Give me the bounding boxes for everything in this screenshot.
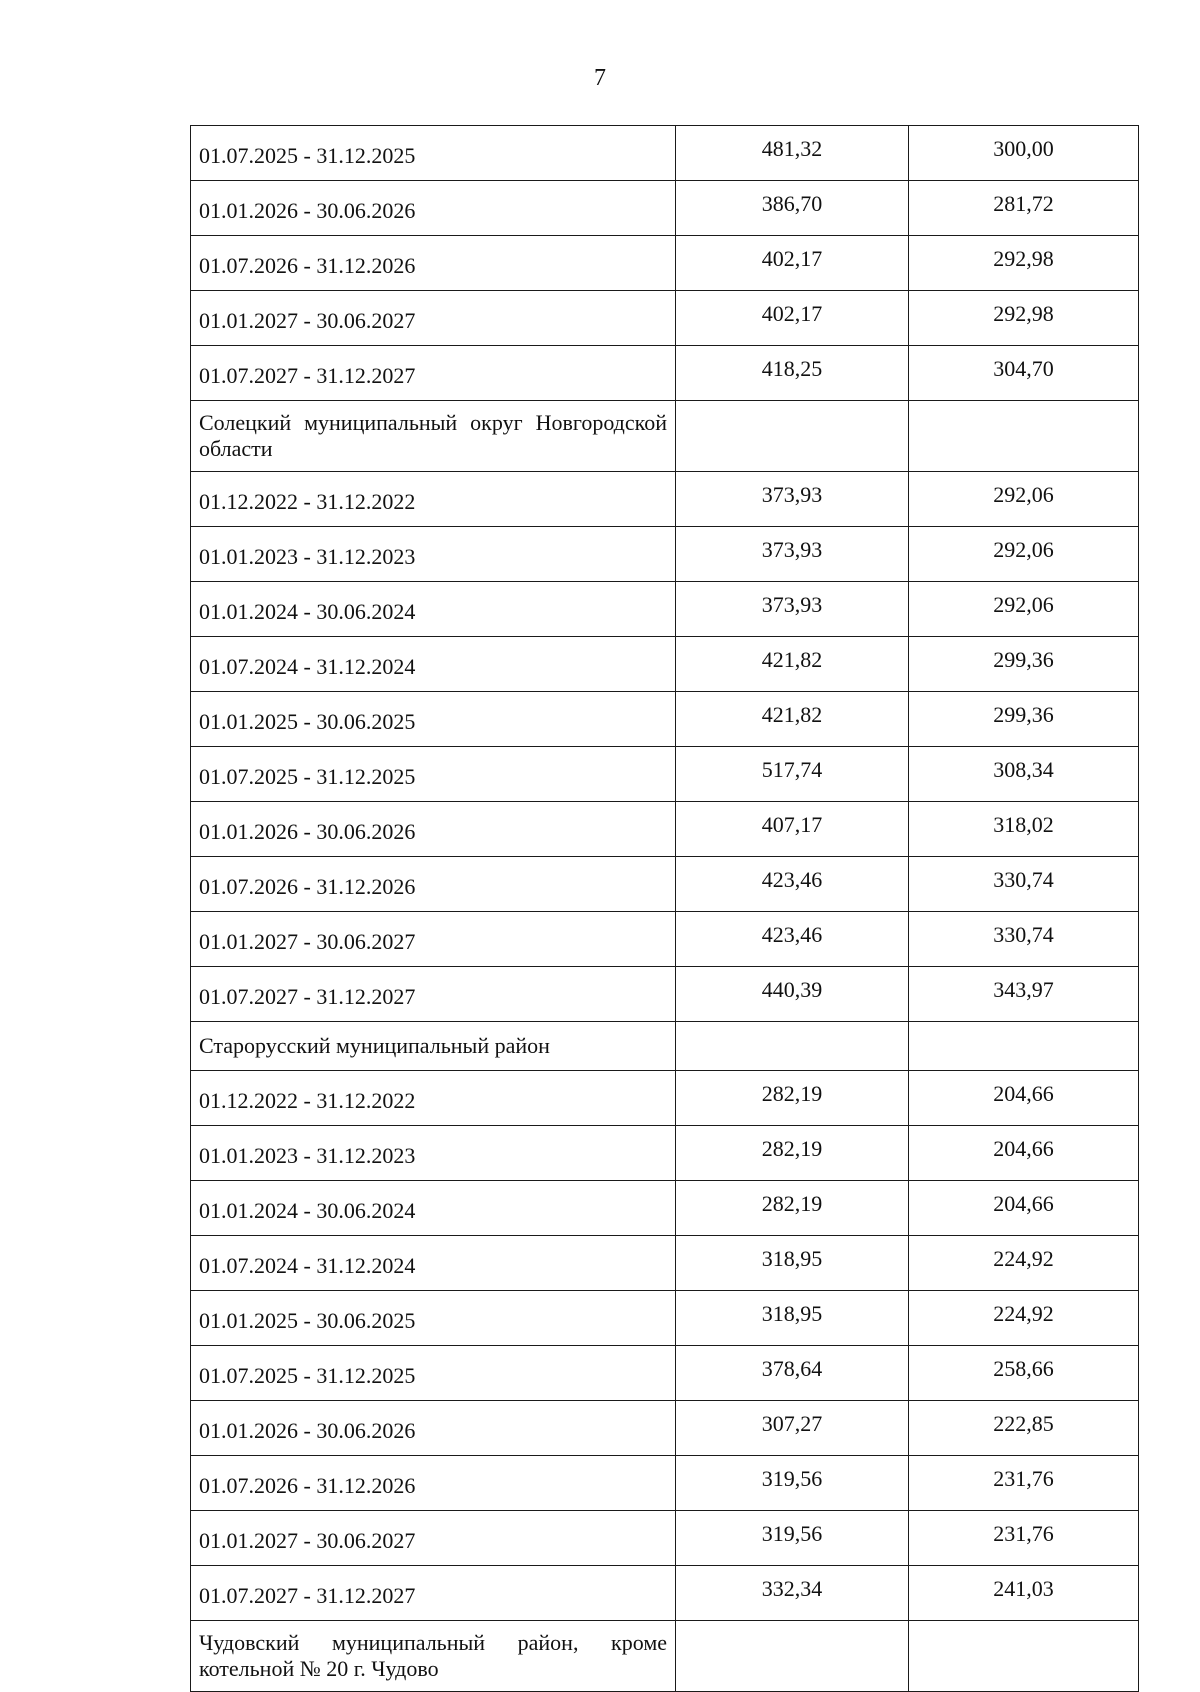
period-cell: 01.01.2026 - 30.06.2026 <box>191 802 676 857</box>
value-cell-2: 204,66 <box>909 1181 1139 1236</box>
table-row <box>191 637 1139 692</box>
table-row <box>191 857 1139 912</box>
table-row <box>191 1126 1139 1181</box>
period-cell: 01.01.2024 - 30.06.2024 <box>191 582 676 637</box>
value-cell-1: 318,95 <box>676 1291 909 1346</box>
value-cell-2: 299,36 <box>909 692 1139 747</box>
value-cell-2: 292,06 <box>909 472 1139 527</box>
value-cell-1: 386,70 <box>676 181 909 236</box>
value-cell-2: 281,72 <box>909 181 1139 236</box>
period-cell: 01.07.2026 - 31.12.2026 <box>191 236 676 291</box>
value-cell-2: 330,74 <box>909 857 1139 912</box>
empty-cell <box>676 1621 909 1692</box>
value-cell-1: 282,19 <box>676 1181 909 1236</box>
period-cell: 01.07.2025 - 31.12.2025 <box>191 1346 676 1401</box>
value-cell-1: 373,93 <box>676 527 909 582</box>
value-cell-1: 423,46 <box>676 857 909 912</box>
value-cell-1: 318,95 <box>676 1236 909 1291</box>
table-row <box>191 126 1139 181</box>
table-row <box>191 181 1139 236</box>
value-cell-2: 204,66 <box>909 1071 1139 1126</box>
value-cell-1: 373,93 <box>676 472 909 527</box>
value-cell-2: 292,06 <box>909 527 1139 582</box>
value-cell-2: 308,34 <box>909 747 1139 802</box>
period-cell: 01.07.2027 - 31.12.2027 <box>191 1566 676 1621</box>
value-cell-2: 318,02 <box>909 802 1139 857</box>
value-cell-2: 224,92 <box>909 1236 1139 1291</box>
table-row <box>191 1401 1139 1456</box>
period-cell: 01.01.2023 - 31.12.2023 <box>191 527 676 582</box>
value-cell-1: 378,64 <box>676 1346 909 1401</box>
table-row <box>191 1346 1139 1401</box>
value-cell-1: 421,82 <box>676 637 909 692</box>
period-cell: 01.01.2027 - 30.06.2027 <box>191 291 676 346</box>
period-cell: 01.01.2026 - 30.06.2026 <box>191 1401 676 1456</box>
value-cell-2: 231,76 <box>909 1511 1139 1566</box>
value-cell-1: 319,56 <box>676 1456 909 1511</box>
period-cell: 01.07.2025 - 31.12.2025 <box>191 126 676 181</box>
empty-cell <box>676 1022 909 1071</box>
value-cell-2: 204,66 <box>909 1126 1139 1181</box>
period-cell: 01.01.2027 - 30.06.2027 <box>191 1511 676 1566</box>
empty-cell <box>909 401 1139 472</box>
empty-cell <box>909 1022 1139 1071</box>
value-cell-2: 224,92 <box>909 1291 1139 1346</box>
period-cell: 01.01.2025 - 30.06.2025 <box>191 1291 676 1346</box>
period-cell: 01.07.2024 - 31.12.2024 <box>191 637 676 692</box>
period-cell: 01.12.2022 - 31.12.2022 <box>191 472 676 527</box>
value-cell-2: 258,66 <box>909 1346 1139 1401</box>
table-row <box>191 692 1139 747</box>
value-cell-2: 292,06 <box>909 582 1139 637</box>
value-cell-2: 241,03 <box>909 1566 1139 1621</box>
value-cell-1: 440,39 <box>676 967 909 1022</box>
empty-cell <box>909 1621 1139 1692</box>
period-cell: 01.01.2023 - 31.12.2023 <box>191 1126 676 1181</box>
period-cell: 01.07.2026 - 31.12.2026 <box>191 857 676 912</box>
section-row <box>191 1022 1139 1071</box>
period-cell: 01.07.2024 - 31.12.2024 <box>191 1236 676 1291</box>
table-row <box>191 1181 1139 1236</box>
section-row <box>191 401 1139 472</box>
value-cell-1: 402,17 <box>676 291 909 346</box>
value-cell-2: 343,97 <box>909 967 1139 1022</box>
table-row <box>191 582 1139 637</box>
table-row <box>191 1511 1139 1566</box>
value-cell-1: 421,82 <box>676 692 909 747</box>
value-cell-2: 304,70 <box>909 346 1139 401</box>
period-cell: 01.07.2025 - 31.12.2025 <box>191 747 676 802</box>
section-name-cell: Солецкий муниципальный округ Новгородской области <box>191 401 676 472</box>
period-cell: 01.12.2022 - 31.12.2022 <box>191 1071 676 1126</box>
value-cell-1: 517,74 <box>676 747 909 802</box>
section-name-cell: Чудовский муниципальный район, кроме котельной № 20 г. Чудово <box>191 1621 676 1692</box>
table-row <box>191 236 1139 291</box>
period-cell: 01.01.2025 - 30.06.2025 <box>191 692 676 747</box>
table-row <box>191 291 1139 346</box>
period-cell: 01.07.2027 - 31.12.2027 <box>191 346 676 401</box>
empty-cell <box>676 401 909 472</box>
value-cell-1: 373,93 <box>676 582 909 637</box>
value-cell-1: 319,56 <box>676 1511 909 1566</box>
section-name-cell: Старорусский муниципальный район <box>191 1022 676 1071</box>
value-cell-1: 402,17 <box>676 236 909 291</box>
table-row <box>191 747 1139 802</box>
table-row <box>191 1071 1139 1126</box>
value-cell-2: 300,00 <box>909 126 1139 181</box>
value-cell-1: 282,19 <box>676 1071 909 1126</box>
table-row <box>191 527 1139 582</box>
period-cell: 01.07.2026 - 31.12.2026 <box>191 1456 676 1511</box>
table-row <box>191 472 1139 527</box>
period-cell: 01.01.2024 - 30.06.2024 <box>191 1181 676 1236</box>
table-row <box>191 346 1139 401</box>
page-number: 7 <box>594 65 606 91</box>
table-row <box>191 1236 1139 1291</box>
section-row <box>191 1621 1139 1692</box>
table-row <box>191 967 1139 1022</box>
value-cell-1: 307,27 <box>676 1401 909 1456</box>
value-cell-1: 332,34 <box>676 1566 909 1621</box>
table-row <box>191 912 1139 967</box>
table-row <box>191 802 1139 857</box>
period-cell: 01.07.2027 - 31.12.2027 <box>191 967 676 1022</box>
value-cell-2: 330,74 <box>909 912 1139 967</box>
value-cell-2: 231,76 <box>909 1456 1139 1511</box>
value-cell-2: 222,85 <box>909 1401 1139 1456</box>
tariff-table-body <box>191 126 1139 1692</box>
period-cell: 01.01.2026 - 30.06.2026 <box>191 181 676 236</box>
value-cell-1: 423,46 <box>676 912 909 967</box>
value-cell-1: 418,25 <box>676 346 909 401</box>
table-row <box>191 1456 1139 1511</box>
period-cell: 01.01.2027 - 30.06.2027 <box>191 912 676 967</box>
value-cell-2: 299,36 <box>909 637 1139 692</box>
value-cell-1: 407,17 <box>676 802 909 857</box>
table-row <box>191 1566 1139 1621</box>
value-cell-1: 481,32 <box>676 126 909 181</box>
value-cell-2: 292,98 <box>909 291 1139 346</box>
value-cell-2: 292,98 <box>909 236 1139 291</box>
value-cell-1: 282,19 <box>676 1126 909 1181</box>
table-row <box>191 1291 1139 1346</box>
tariff-table <box>190 125 1139 1692</box>
